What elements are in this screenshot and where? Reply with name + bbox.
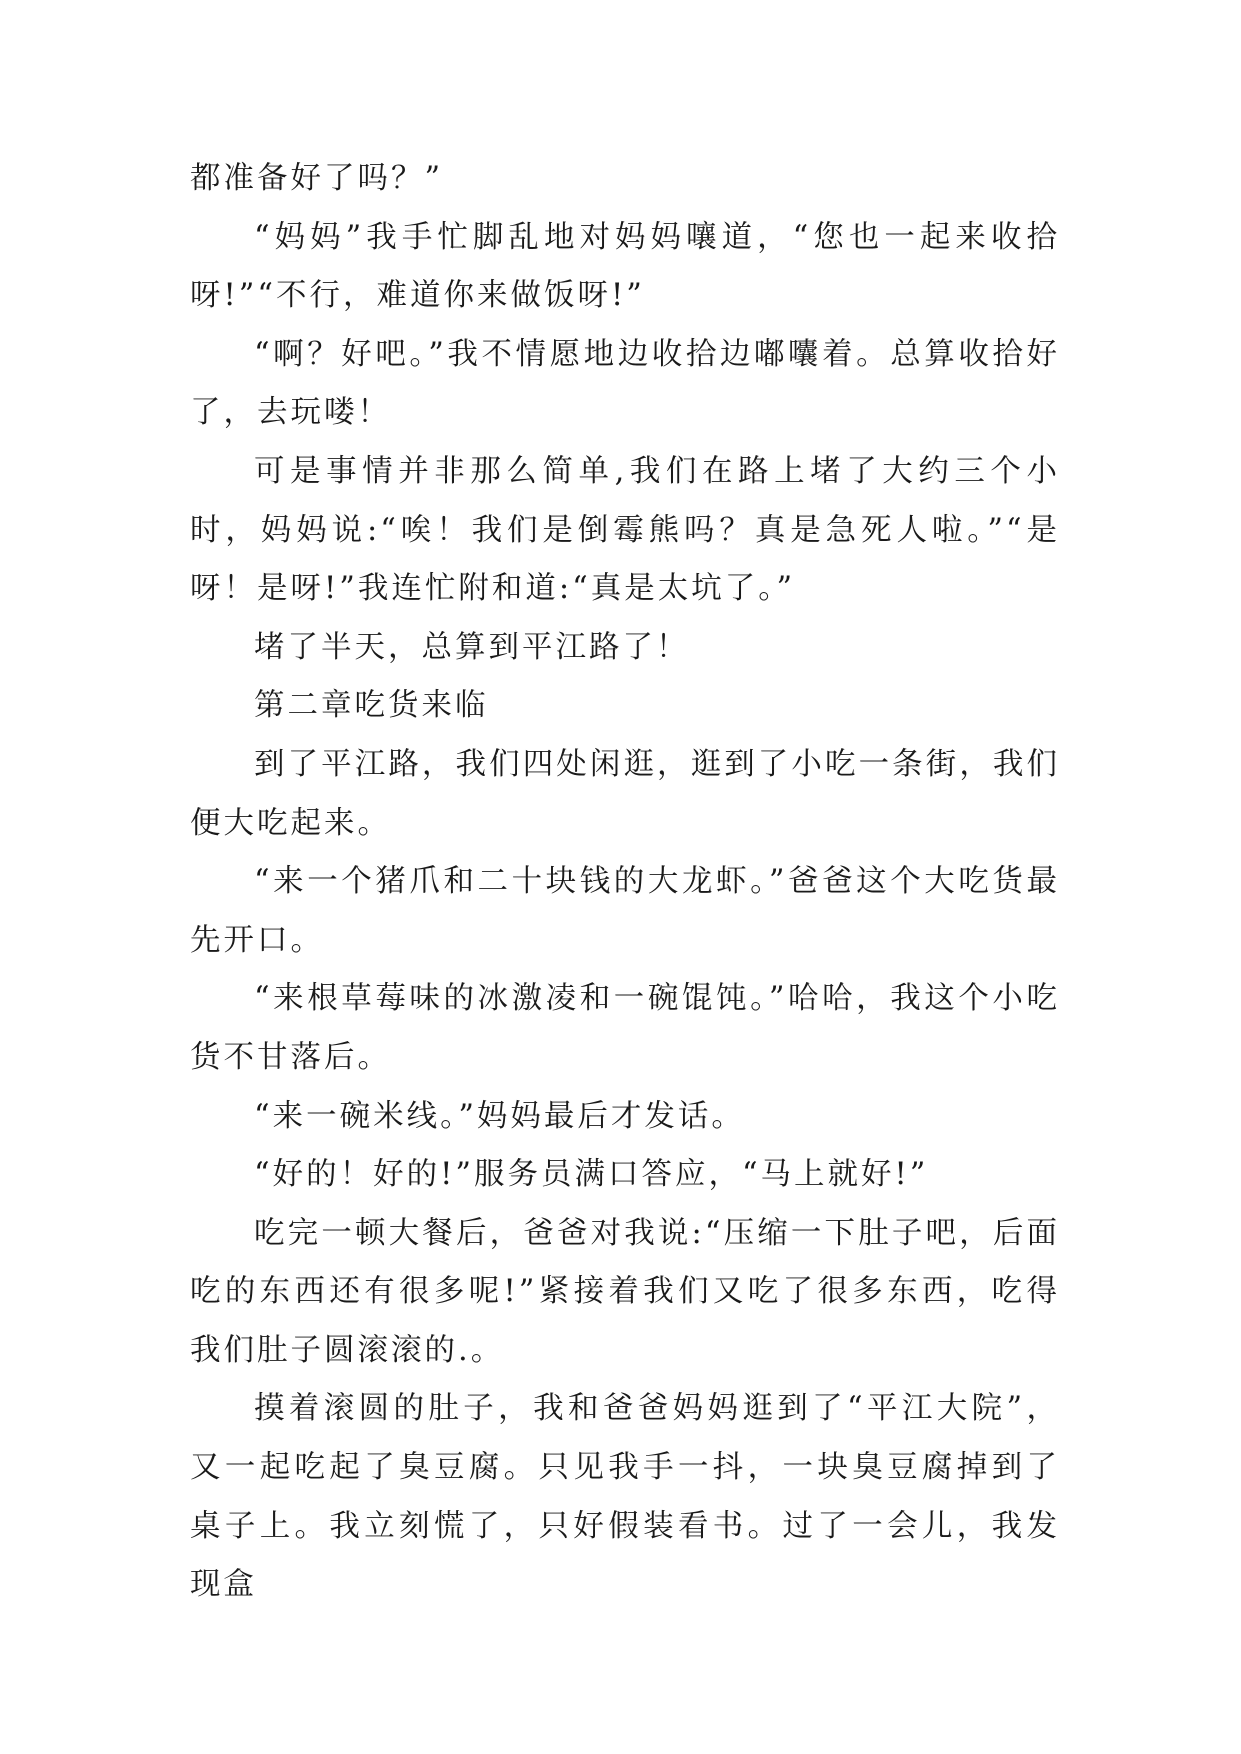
- paragraph: 到了平江路，我们四处闲逛，逛到了小吃一条街，我们便大吃起来。: [190, 746, 1060, 841]
- paragraph: “啊？好吧。”我不情愿地边收拾边嘟囔着。总算收拾好了，去玩喽！: [190, 336, 1060, 431]
- paragraph: 堵了半天，总算到平江路了！: [254, 629, 690, 665]
- document-body: [190, 150, 1060, 1615]
- paragraph: “来一碗米线。”妈妈最后才发话。: [254, 1098, 745, 1134]
- chapter-heading: 第二章吃货来临: [254, 688, 489, 724]
- paragraph: “妈妈”我手忙脚乱地对妈妈嚷道，“您也一起来收拾呀!”“不行，难道你来做饭呀!”: [190, 219, 1060, 314]
- paragraph: 摸着滚圆的肚子，我和爸爸妈妈逛到了“平江大院”，又一起吃起了臭豆腐。只见我手一抖，一块臭豆腐掉到了桌子上。我立刻慌了，只好假装看书。过了一会儿，我发现盒: [190, 1391, 1060, 1603]
- paragraph: “来根草莓味的冰激凌和一碗馄饨。”哈哈，我这个小吃货不甘落后。: [190, 981, 1060, 1075]
- paragraph: 吃完一顿大餐后，爸爸对我说:“压缩一下肚子吧，后面吃的东西还有很多呢!”紧接着我们又吃了很多东西，吃得我们肚子圆滚滚的.。: [190, 1215, 1060, 1368]
- paragraph: “来一个猪爪和二十块钱的大龙虾。”爸爸这个大吃货最先开口。: [190, 864, 1060, 958]
- paragraph: 都准备好了吗？”: [190, 161, 444, 196]
- paragraph: 可是事情并非那么简单,我们在路上堵了大约三个小时，妈妈说:“唉！我们是倒霉熊吗？真是急死人啦。”“是呀！是呀!”我连忙附和道:“真是太坑了。”: [190, 453, 1060, 607]
- paragraph: “好的！好的!”服务员满口答应，“马上就好!”: [254, 1157, 929, 1193]
